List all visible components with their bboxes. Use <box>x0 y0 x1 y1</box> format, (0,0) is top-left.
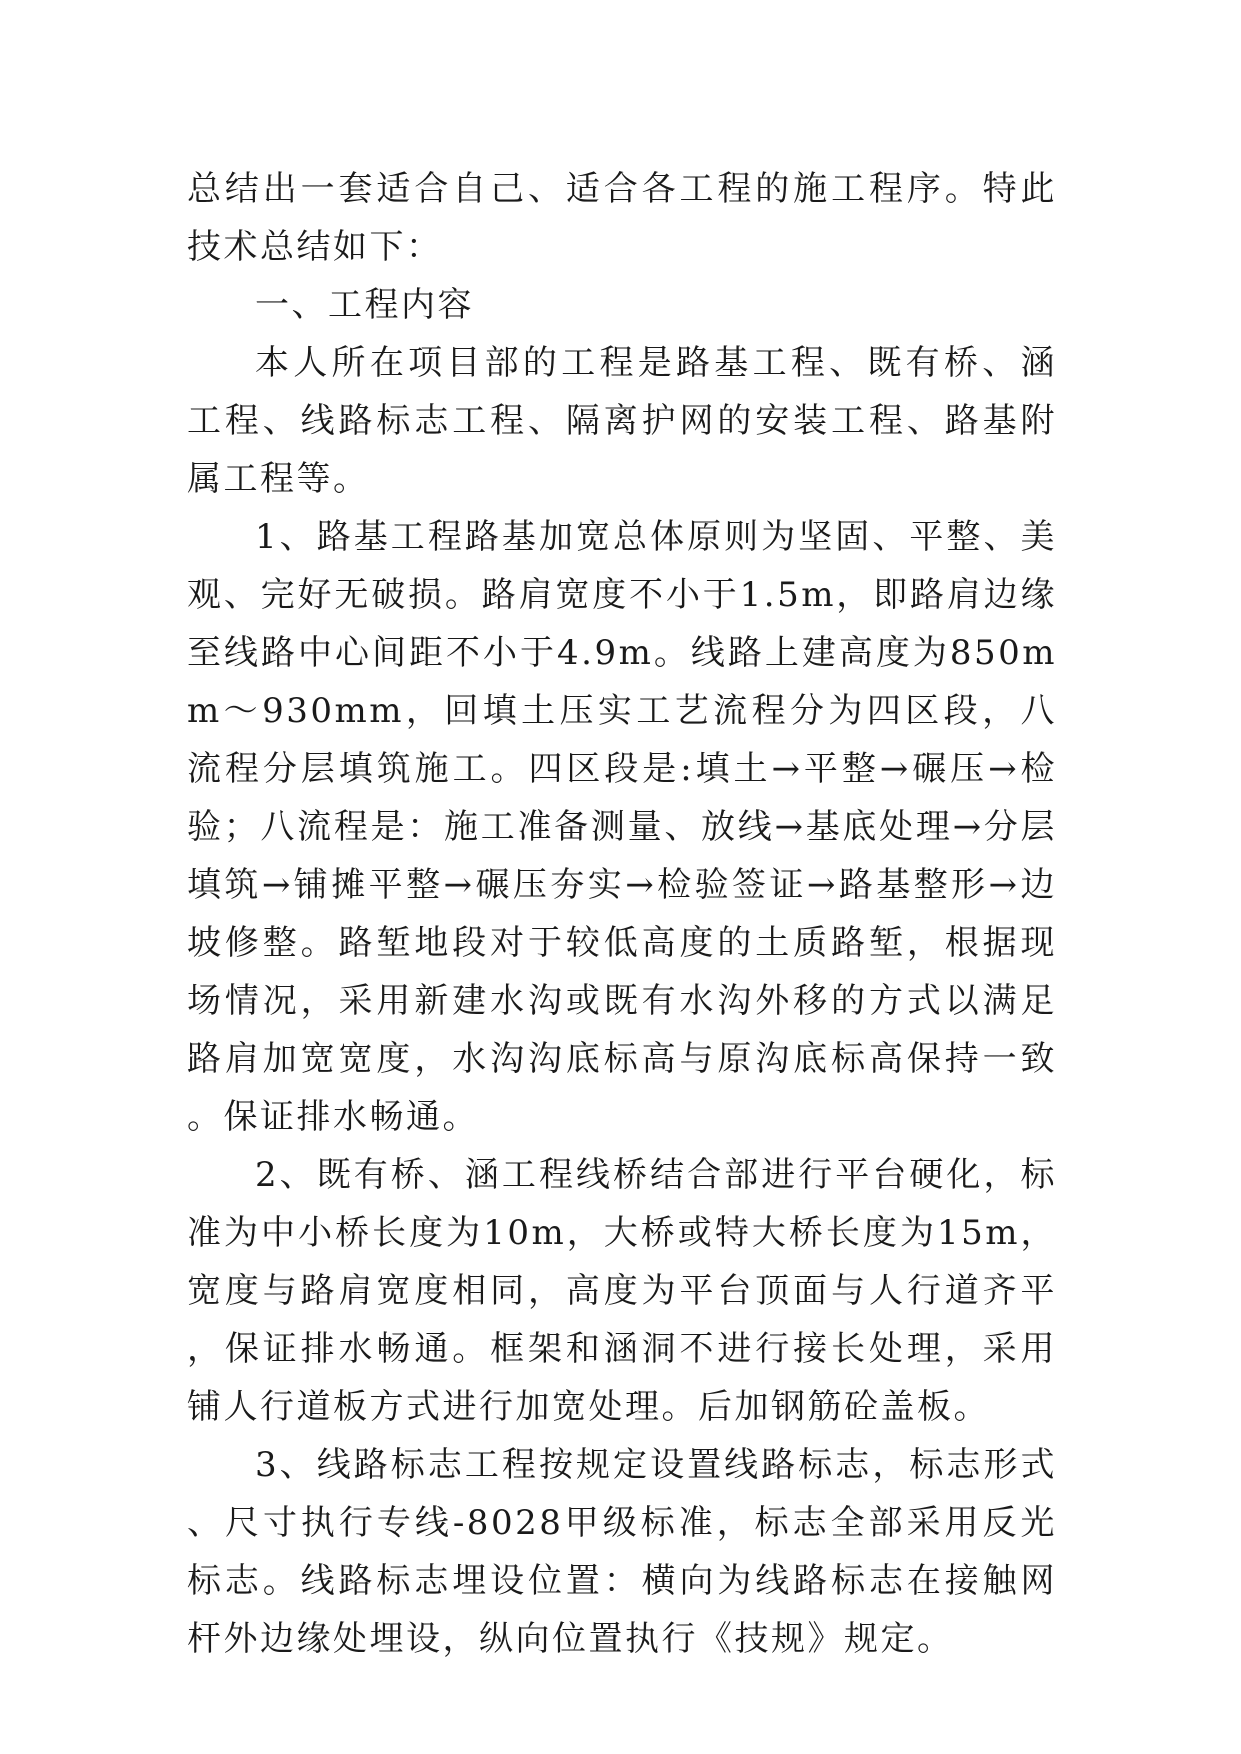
paragraph-subgrade-works: 1、路基工程路基加宽总体原则为坚固、平整、美观、完好无破损。路肩宽度不小于1.5m，即路肩边缘至线路中心间距不小于4.9m。线路上建高度为850mm～930mm，回填土压实工艺流程分为四区段，八流程分层填筑施工。四区段是:填土→平整→碾压→检验；八流程是：施工准备测量、放线→基底处理→分层填筑→铺摊平整→碾压夯实→检验签证→路基整形→边坡修整。路堑地段对于较低高度的土质路堑，根据现场情况，采用新建水沟或既有水沟外移的方式以满足路肩加宽宽度，水沟沟底标高与原沟底标高保持一致。保证排水畅通。 <box>187 517 1057 1137</box>
paragraph-line-sign-works: 3、线路标志工程按规定设置线路标志，标志形式、尺寸执行专线-8028甲级标准，标志全部采用反光标志。线路标志埋设位置：横向为线路标志在接触网杆外边缘处埋设，纵向位置执行《技规》规定。 <box>187 1445 1057 1659</box>
paragraph-bridge-culvert-works: 2、既有桥、涵工程线桥结合部进行平台硬化，标准为中小桥长度为10m，大桥或特大桥长度为15m，宽度与路肩宽度相同，高度为平台顶面与人行道齐平，保证排水畅通。框架和涵洞不进行接长处理，采用铺人行道板方式进行加宽处理。后加钢筋砼盖板。 <box>187 1155 1057 1427</box>
section-heading-project-content: 一、工程内容 <box>255 285 474 325</box>
paragraph-intro-summary: 总结出一套适合自己、适合各工程的施工程序。特此技术总结如下： <box>187 169 1057 267</box>
document-body <box>187 160 1057 1668</box>
paragraph-project-scope: 本人所在项目部的工程是路基工程、既有桥、涵工程、线路标志工程、隔离护网的安装工程、路基附属工程等。 <box>187 343 1057 499</box>
